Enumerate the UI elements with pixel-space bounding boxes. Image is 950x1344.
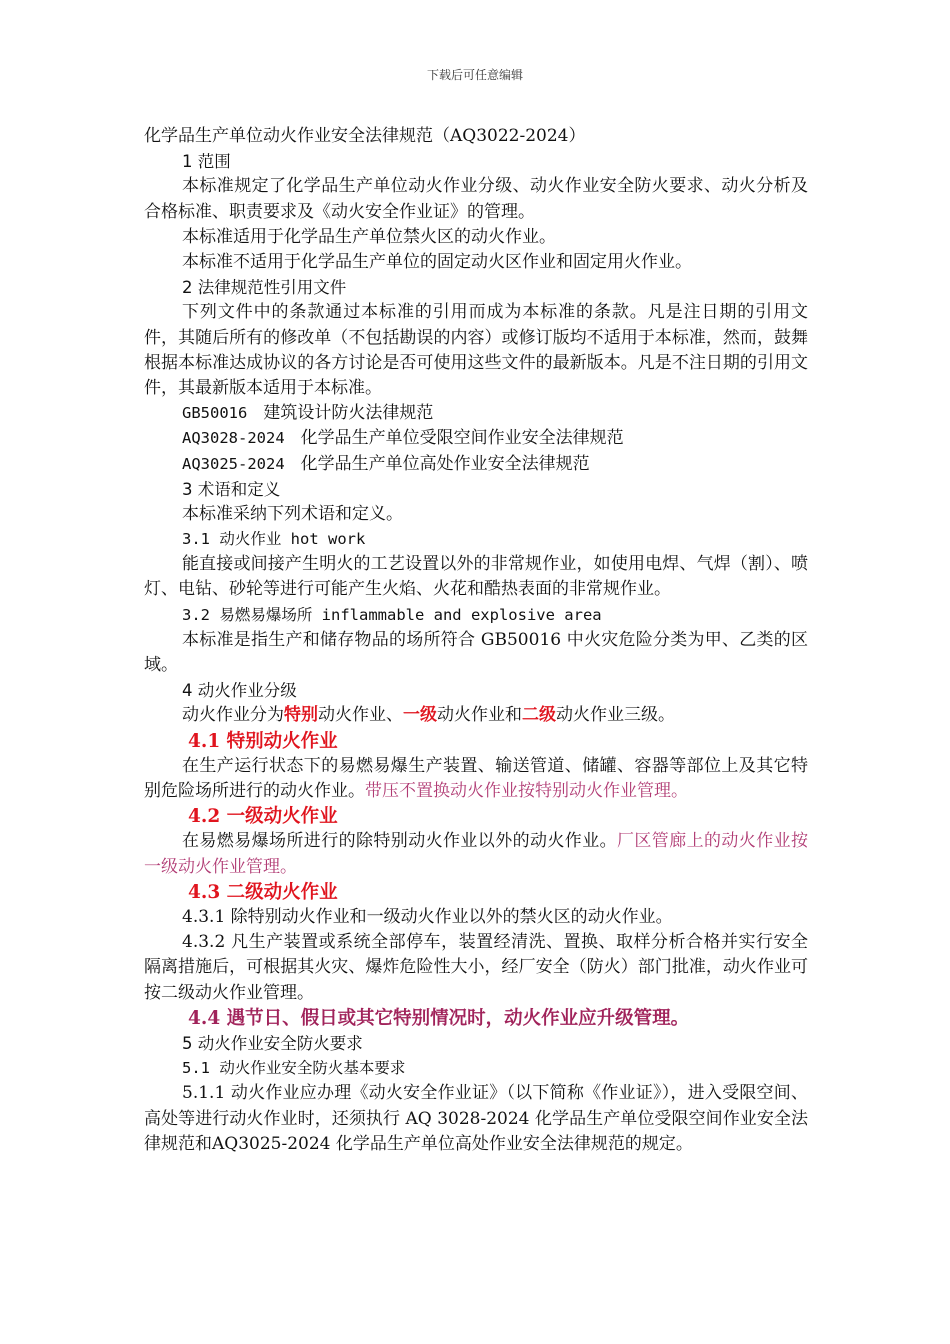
paragraph: 本标准采纳下列术语和定义。 bbox=[182, 503, 403, 524]
definition: 能直接或间接产生明火的工艺设置以外的非常规作业，如使用电焊、气焊（割）、喷灯、电钻、砂轮等进行可能产生火焰、火花和酷热表面的非常规作业。 bbox=[144, 554, 808, 600]
paragraph: 本标准适用于化学品生产单位禁火区的动火作业。 bbox=[182, 226, 556, 247]
section-5-heading: 5 动火作业安全防火要求 bbox=[182, 1034, 363, 1054]
paragraph: 在易燃易爆场所进行的除特别动火作业以外的动火作业。厂区管廊上的动火作业按一级动火作业管理。 bbox=[144, 831, 808, 877]
page-header: 下载后可任意编辑 bbox=[426, 68, 523, 82]
paragraph: 本标准不适用于化学品生产单位的固定动火区作业和固定用火作业。 bbox=[182, 251, 692, 272]
section-1-heading: 1 范围 bbox=[182, 152, 231, 172]
heading-4-1: 4.1 特别动火作业 bbox=[188, 730, 338, 752]
section-3-heading: 3 术语和定义 bbox=[182, 479, 281, 499]
paragraph: 在生产运行状态下的易燃易爆生产装置、输送管道、储罐、容器等部位上及其它特别危险场所进行的动火作业。带压不置换动火作业按特别动火作业管理。 bbox=[144, 755, 808, 802]
section-4-heading: 4 动火作业分级 bbox=[182, 681, 297, 701]
document-body bbox=[144, 124, 808, 1157]
paragraph: 本标准规定了化学品生产单位动火作业分级、动火作业安全防火要求、动火分析及合格标准、职责要求及《动火安全作业证》的管理。 bbox=[144, 176, 808, 222]
heading-4-4: 4.4 遇节日、假日或其它特别情况时，动火作业应升级管理。 bbox=[188, 1007, 690, 1029]
paragraph: 4.3.1 除特别动火作业和一级动火作业以外的禁火区的动火作业。 bbox=[182, 907, 673, 928]
heading-4-2: 4.2 一级动火作业 bbox=[188, 806, 338, 828]
subsection-5-1: 5.1 动火作业安全防火基本要求 bbox=[182, 1059, 406, 1078]
reference-item: AQ3025-2024 化学品生产单位高处作业安全法律规范 bbox=[182, 453, 590, 474]
doc-title: 化学品生产单位动火作业安全法律规范（AQ3022-2024） bbox=[144, 126, 586, 146]
paragraph: 5.1.1 动火作业应办理《动火安全作业证》（以下简称《作业证》），进入受限空间、高处等进行动火作业时，还须执行 AQ 3028-2024 化学品生产单位受限空间作业安全法律规范和AQ3025-2024 化学品生产单位高处作业安全法律规范的规定。 bbox=[144, 1083, 808, 1154]
reference-item: AQ3028-2024 化学品生产单位受限空间作业安全法律规范 bbox=[182, 428, 624, 449]
reference-item: GB50016 建筑设计防火法律规范 bbox=[182, 403, 434, 424]
term-hot-work: 3.1 动火作业 hot work bbox=[182, 530, 366, 549]
heading-4-3: 4.3 二级动火作业 bbox=[188, 881, 338, 903]
grading-intro: 动火作业分为特别动火作业、一级动火作业和二级动火作业三级。 bbox=[182, 705, 675, 726]
term-inflammable-area: 3.2 易燃易爆场所 inflammable and explosive area bbox=[182, 605, 602, 624]
definition: 本标准是指生产和储存物品的场所符合 GB50016 中火灾危险分类为甲、乙类的区域。 bbox=[144, 629, 808, 676]
paragraph: 下列文件中的条款通过本标准的引用而成为本标准的条款。凡是注日期的引用文件，其随后所有的修改单（不包括勘误的内容）或修订版均不适用于本标准，然而，鼓舞根据本标准达成协议的各方讨论是否可使用这些文件的最新版本。凡是不注日期的引用文件，其最新版本适用于本标准。 bbox=[144, 302, 808, 398]
section-2-heading: 2 法律规范性引用文件 bbox=[182, 278, 347, 298]
paragraph: 4.3.2 凡生产装置或系统全部停车，装置经清洗、置换、取样分析合格并实行安全隔离措施后，可根据其火灾、爆炸危险性大小，经厂安全（防火）部门批准，动火作业可按二级动火作业管理。 bbox=[144, 932, 808, 1003]
